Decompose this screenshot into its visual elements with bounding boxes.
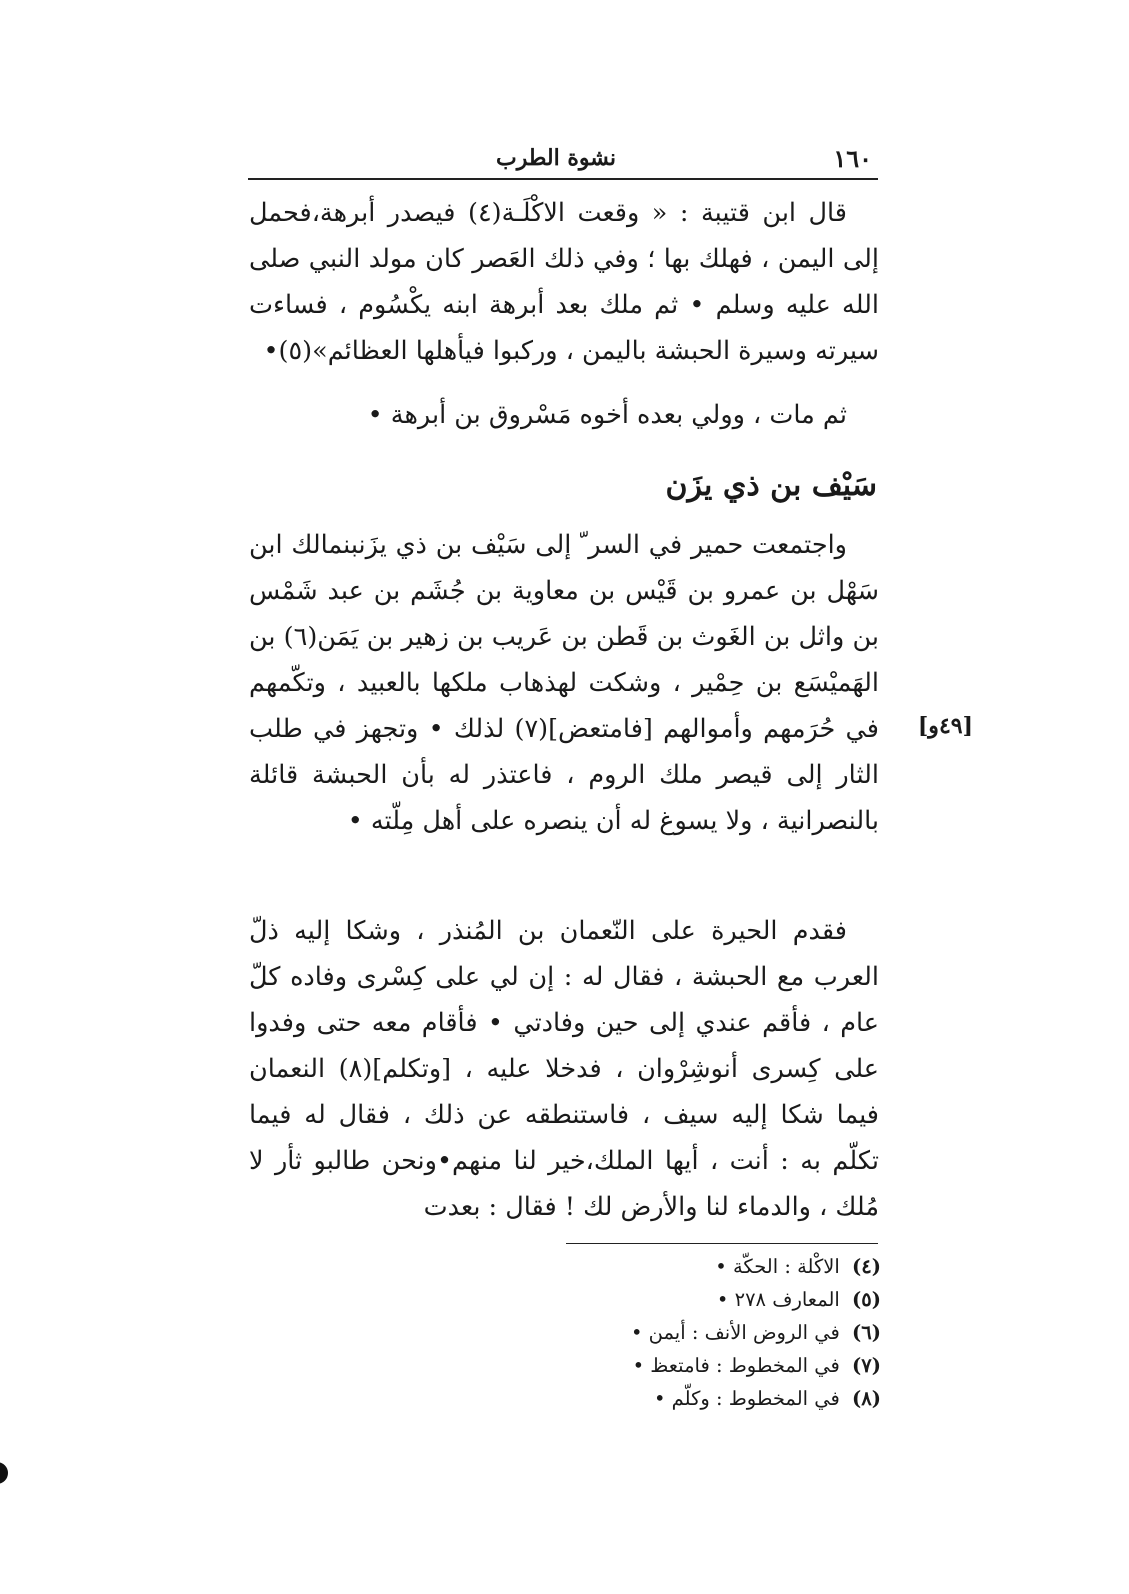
footnote-item — [481, 1349, 881, 1382]
section-heading: سَيْف بن ذي يزَن — [665, 468, 877, 503]
footnote-item — [481, 1250, 881, 1283]
scan-edge-mark — [0, 1462, 8, 1484]
paragraph-2-text: ثم مات ، وولي بعده أخوه مَسْروق بن أبرهة • — [367, 400, 847, 430]
footnote-text: المعارف ٢٧٨ • — [716, 1288, 840, 1311]
footnote-number: (٧) — [852, 1354, 881, 1377]
footnote-number: (٨) — [852, 1387, 881, 1410]
manuscript-folio-marker: [٤٩و] — [917, 713, 973, 739]
footnote-item — [481, 1283, 881, 1316]
page-header — [248, 140, 878, 180]
paragraph-3-text: واجتمعت حمير في السر ّ إلى سَيْف بن ذي يزَنبنمالك ابن سَهْل بن عمرو بن قَيْس بن معاوية بن جُشَم بن عبد شَمْس بن واثل بن الغَوث بن قَطن بن عَريب بن زهير بن يَمَن(٦) بن الهَميْسَع بن حِمْير ، وشكت لهذهاب ملكها بالعبيد ، وتكّمهم في حُرَمهم وأموالهم [فامتعض](٧) لذلك • وتجهز في طلب الثار إلى قيصر ملك الروم ، فاعتذر له بأن الحبشة قائلة بالنصرانية ، ولا يسوغ له أن ينصره على أهل مِلّته • — [249, 530, 879, 836]
paragraph-2 — [249, 392, 879, 438]
footnote-number: (٤) — [852, 1255, 881, 1278]
footnote-item — [481, 1316, 881, 1349]
paragraph-1 — [249, 190, 879, 374]
footnote-number: (٥) — [852, 1288, 881, 1311]
footnote-text: في المخطوط : فامتعظ • — [632, 1354, 840, 1377]
footnote-text: في المخطوط : وكلّم • — [653, 1387, 840, 1410]
footnote-number: (٦) — [852, 1321, 881, 1344]
paragraph-1-text: قال ابن قتيبة : « وقعت الاكْلَـة(٤) فيصدر أبرهة،فحمل إلى اليمن ، فهلك بها ؛ وفي ذلك العَصر كان مولد النبي صلى الله عليه وسلم • ثم ملك بعد أبرهة ابنه يكْسُوم ، فساءت سيرته وسيرة الحبشة باليمن ، وركبوا فيأهلها العظائم»(٥)• — [249, 198, 879, 366]
running-title: نشوة الطرب — [495, 145, 616, 171]
paragraph-4 — [249, 908, 879, 1230]
footnotes-list — [481, 1250, 881, 1415]
footnote-item — [481, 1382, 881, 1415]
footnote-text: في الروض الأنف : أيمن • — [630, 1321, 840, 1344]
footnote-text: الاكْلة : الحكّة • — [715, 1255, 840, 1278]
footnote-separator — [566, 1243, 878, 1244]
paragraph-4-text: فقدم الحيرة على النّعمان بن المُنذر ، وشكا إليه ذلّ العرب مع الحبشة ، فقال له : إن لي على كِسْرى وفاده كلّ عام ، فأقم عندي إلى حين وفادتي • فأقام معه حتى وفدوا على كِسرى أنوشِرْوان ، فدخلا عليه ، [وتكلم](٨) النعمان فيما شكا إليه سيف ، فاستنطقه عن ذلك ، فقال له فيما تكلّم به : أنت ، أيها الملك،خير لنا منهم•ونحن طالبو ثأر لا مُلك ، والدماء لنا والأرض لك ! فقال : بعدت — [249, 916, 879, 1222]
page-number: ١٦٠ — [833, 144, 872, 173]
paragraph-3 — [249, 522, 879, 844]
